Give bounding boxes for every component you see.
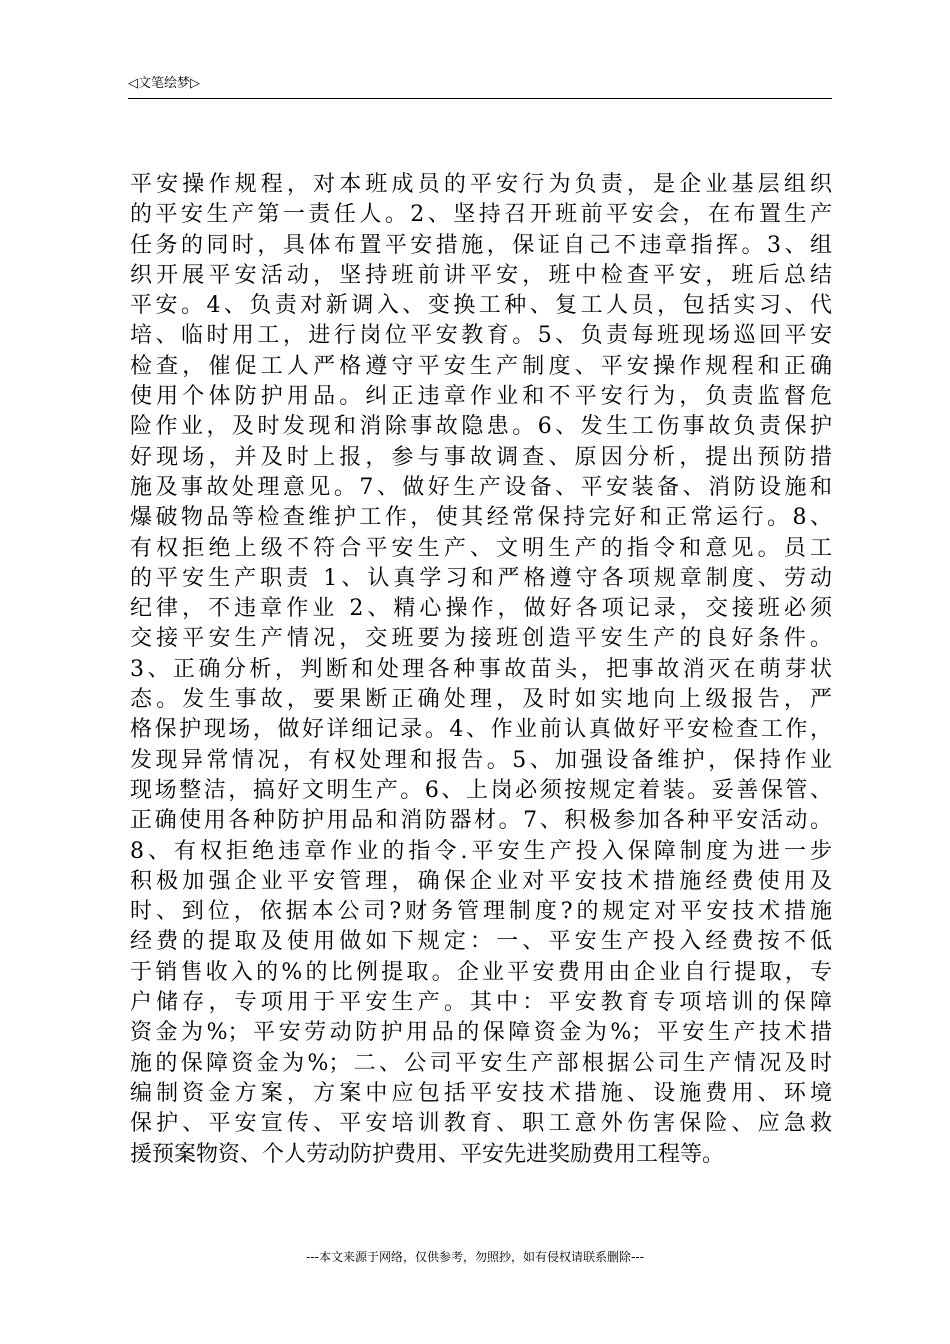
body-line: 险作业，及时发现和消除事故隐患。6、发生工伤事故负责保护 [130, 414, 832, 440]
body-line: 平安操作规程，对本班成员的平安行为负责，是企业基层组织 [130, 172, 832, 197]
body-line: 施及事故处理意见。7、做好生产设备、平安装备、消防设施和 [130, 474, 832, 500]
body-line: 编制资金方案，方案中应包括平安技术措施、设施费用、环境 [130, 1080, 832, 1106]
body-line: 户储存，专项用于平安生产。其中：平安教育专项培训的保障 [130, 990, 832, 1016]
body-line: 于销售收入的%的比例提取。企业平安费用由企业自行提取，专 [130, 959, 832, 985]
document-body [130, 170, 832, 1170]
body-line: 任务的同时，具体布置平安措施，保证自己不违章指挥。3、组 [130, 232, 832, 258]
body-line: 援预案物资、个人劳动防护费用、平安先进奖励费用工程等。 [130, 1141, 725, 1167]
body-line: 发现异常情况，有权处理和报告。5、加强设备维护，保持作业 [130, 747, 832, 773]
body-line: 使用个体防护用品。纠正违章作业和不平安行为，负责监督危 [130, 384, 832, 410]
body-line: 积极加强企业平安管理，确保企业对平安技术措施经费使用及 [130, 868, 832, 894]
body-line: 检查，催促工人严格遵守平安生产制度、平安操作规程和正确 [130, 353, 832, 379]
body-line: 的平安生产第一责任人。2、坚持召开班前平安会，在布置生产 [130, 202, 832, 228]
header-title: ◁文笔绘梦▷ [128, 76, 200, 91]
page-footer: ---本文来源于网络，仅供参考，勿照抄，如有侵权请联系删除--- [306, 1250, 644, 1264]
body-line: 态。发生事故，要果断正确处理，及时如实地向上级报告，严 [130, 687, 832, 713]
body-line: 格保护现场，做好详细记录。4、作业前认真做好平安检查工作， [130, 717, 832, 743]
body-line: 平安。4、负责对新调入、变换工种、复工人员，包括实习、代 [130, 293, 832, 319]
body-line: 3、正确分析，判断和处理各种事故苗头，把事故消灭在萌芽状 [130, 656, 832, 682]
body-line: 施的保障资金为%；二、公司平安生产部根据公司生产情况及时 [130, 1050, 832, 1076]
body-line: 织开展平安活动，坚持班前讲平安，班中检查平安，班后总结 [130, 262, 832, 288]
body-line: 保护、平安宣传、平安培训教育、职工意外伤害保险、应急救 [130, 1111, 832, 1137]
body-line: 纪律，不违章作业 2、精心操作，做好各项记录，交接班必须 [130, 596, 832, 622]
body-line: 爆破物品等检查维护工作，使其经常保持完好和正常运行。8、 [130, 505, 832, 531]
body-line: 培、临时用工，进行岗位平安教育。5、负责每班现场巡回平安 [130, 323, 832, 349]
body-line: 好现场，并及时上报，参与事故调查、原因分析，提出预防措 [130, 444, 832, 470]
body-line: 8、有权拒绝违章作业的指令.平安生产投入保障制度为进一步 [130, 838, 832, 864]
body-line: 现场整洁，搞好文明生产。6、上岗必须按规定着装。妥善保管、 [130, 777, 832, 803]
body-line: 经费的提取及使用做如下规定：一、平安生产投入经费按不低 [130, 929, 832, 955]
body-line: 正确使用各种防护用品和消防器材。7、积极参加各种平安活动。 [130, 808, 832, 834]
body-line: 交接平安生产情况，交班要为接班创造平安生产的良好条件。 [130, 626, 832, 652]
body-line: 资金为%；平安劳动防护用品的保障资金为%；平安生产技术措 [130, 1020, 832, 1046]
body-line: 时、到位，依据本公司?财务管理制度?的规定对平安技术措施 [130, 899, 832, 925]
page-header [128, 74, 832, 99]
body-line: 的平安生产职责 1、认真学习和严格遵守各项规章制度、劳动 [130, 565, 832, 591]
body-line: 有权拒绝上级不符合平安生产、文明生产的指令和意见。员工 [130, 535, 832, 561]
